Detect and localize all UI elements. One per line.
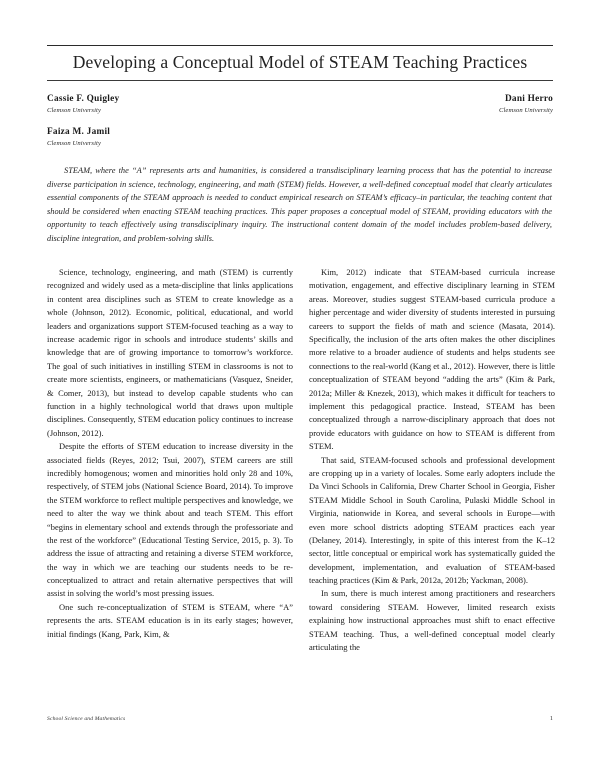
- title-rule-bottom: [47, 80, 553, 81]
- footer-journal-name: School Science and Mathematics: [47, 716, 126, 722]
- body-columns: [47, 266, 553, 654]
- paragraph: Science, technology, engineering, and math (STEM) is currently recognized and widely used as a meta-discipline that links applications in content area disciplines such as STEM to create knowledge as a whole (Johnson, 2012). Economic, political, educational, and world leaders and organizations support STEM-focused teaching as a way to increase academic rigor in schools and introduce students’ skills and knowledge that are of growing importance to tomorrow’s workforce. The goal of such initiatives in instilling STEM in classrooms is not to create more scientists, engineers, or mathematicians (Vasquez, Sneider, & Comer, 2013), but instead to develop capable students who can function in a highly technological world that draws upon multiple disciplines. Consequently, STEM education policy continues to increase (Johnson, 2012).: [47, 267, 293, 438]
- footer-page-number: 1: [549, 715, 553, 722]
- author-block: [47, 94, 553, 149]
- author-entry-1: [499, 94, 553, 116]
- author-affiliation: Clemson University: [47, 140, 101, 148]
- paragraph: One such re-conceptualization of STEM is STEAM, where “A” represents the arts. STEAM education is in its early stages; however, initial findings (Kang, Park, Kim, &: [47, 601, 293, 639]
- page-title: Developing a Conceptual Model of STEAM Teaching Practices: [72, 52, 528, 72]
- author-affiliation: Clemson University: [499, 106, 553, 114]
- paragraph: That said, STEAM-focused schools and professional development are cropping up in a variety of locales. Some early adopters include the Da Vinci Schools in California, Drew Charter School in Georgia, Fisher STEAM Middle School in South Carolina, Pulaski Middle School in Virginia, nationwide in Korea, and several schools in Europe—with even more school districts adopting STEAM practices each year (Delaney, 2014). Interestingly, in spite of this interest from the K–12 sector, little conceptual or empirical work has systematically guided the development, implementation, and evaluation of STEAM-based teaching practices (Kim & Park, 2012a, 2012b; Yackman, 2008).: [309, 454, 555, 586]
- title-block: [47, 0, 553, 81]
- paragraph: In sum, there is much interest among practitioners and researchers toward considering STEAM. However, limited research exists explaining how instructional approaches must shift to enact effective STEAM teaching. Thus, a well-defined conceptual model clearly articulating the: [309, 588, 555, 653]
- author-name: Cassie F. Quigley: [47, 93, 120, 104]
- author-name: Faiza M. Jamil: [47, 127, 111, 138]
- body-column-left: [47, 266, 293, 641]
- body-column-right: [309, 266, 555, 654]
- author-row: [47, 94, 553, 116]
- author-affiliation: Clemson University: [47, 106, 101, 114]
- author-name: Dani Herro: [504, 93, 553, 104]
- author-entry-2: [47, 127, 110, 149]
- author-entry-0: [47, 94, 119, 116]
- author-row: [47, 127, 553, 149]
- paragraph: Despite the efforts of STEM education to increase diversity in the associated fields (Reyes, 2012; Tsui, 2007), STEM careers are still incredibly homogenous; women and minorities hold only 28 and 10%, respectively, of STEM jobs (National Science Board, 2014). To improve the STEM workforce to reflect multiple perspectives and knowledge, we need to alter the way we think about and teach STEM. This effort “begins in elementary school and extends through the professoriate and the rest of the workforce” (Educational Testing Service, 2015, p. 3). To address the issue of attracting and retaining a diverse STEM workforce, the way in which we are teaching our students needs to be re-conceptualized to attract and retain alternative perspectives that will assist in solving the world’s most pressing issues.: [47, 441, 293, 599]
- paragraph: Kim, 2012) indicate that STEAM-based curricula increase motivation, engagement, and effective disciplinary learning in STEM areas. Moreover, studies suggest STEAM-based curricula produce a higher percentage and wider diversity of students interested in pursuing careers to support the fields of math and science (Masata, 2014). Specifically, the inclusion of the arts often makes the other disciplines more relative to a broader audience of students and helps students see connections to the real-world (Kang et al., 2012). However, there is little conceptualization of STEAM beyond “adding the arts” (Kim & Park, 2012a; Miller & Knezek, 2013), which makes it difficult for teachers to implement this pedagogical practice. Instead, STEAM has been conceptualized through a narrow-disciplinary approach that does not provide educators with guidance on how to STEAM is different from STEM.: [309, 267, 555, 452]
- page-footer: [47, 715, 553, 722]
- abstract: STEAM, where the “A” represents arts and humanities, is considered a transdisciplinary learning process that has the potential to increase diverse participation in science, technology, engineering, and math (STEM) fields. However, a well-defined conceptual model that clearly articulates essential components of the STEAM approach is needed to conduct empirical research on STEAM’s efficacy–in particular, the teaching content that should be considered when enacting STEAM teaching practices. This paper proposes a conceptual model of STEAM, providing educators with the opportunity to teach effectively using transdisciplinary inquiry. The instructional content domain of the model includes problem-based delivery, discipline integration, and problem-solving skills.: [47, 165, 552, 243]
